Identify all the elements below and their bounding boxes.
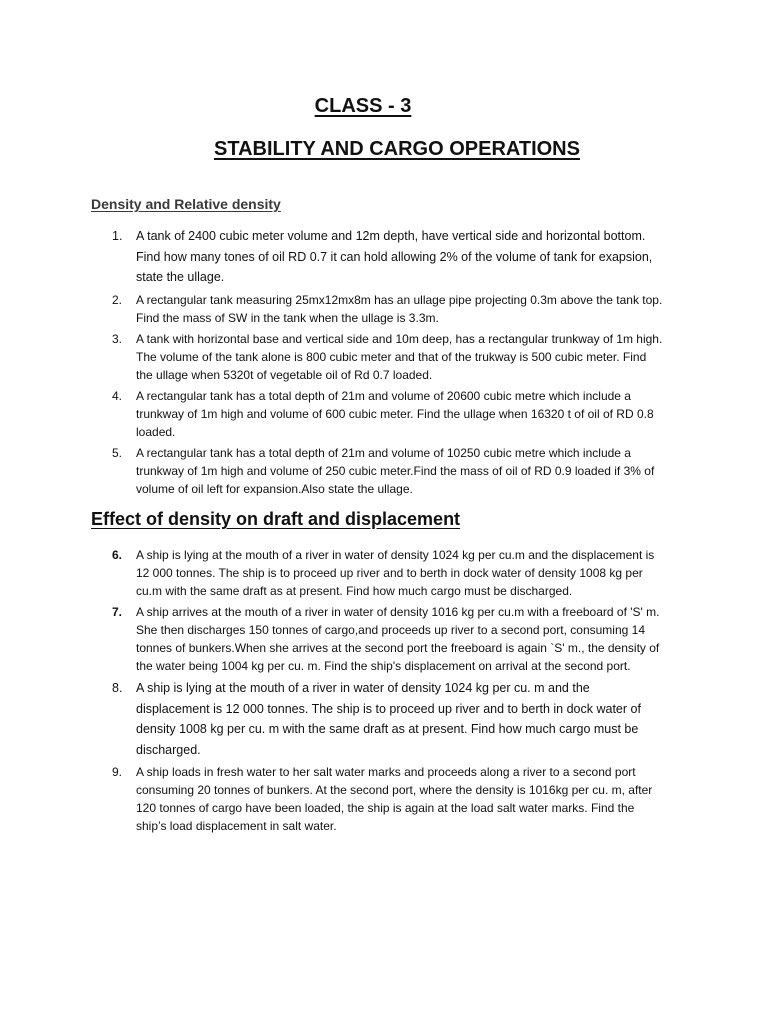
question-item: [0, 546, 666, 600]
question-text: A tank of 2400 cubic meter volume and 12m depth, have vertical side and horizontal bottom. Find how many tones of oil RD 0.7 it can hold allowing 2% of the volume of tank for exapsion, state the ullage.: [136, 229, 653, 284]
question-text: A tank with horizontal base and vertical side and 10m deep, has a rectangular trunkway of 1m high. The volume of the tank alone is 800 cubic meter and that of the trukway is 500 cubic meter. Find the ullage when 5320t of vegetable oil of Rd 0.7 loaded.: [136, 331, 663, 382]
question-text: A rectangular tank has a total depth of 21m and volume of 10250 cubic metre which include a trunkway of 1m high and volume of 250 cubic meter.Find the mass of oil of RD 0.9 loaded if 3% of volume of oil left for expansion.Also state the ullage.: [136, 445, 655, 496]
question-text: A ship is lying at the mouth of a river in water of density 1024 kg per cu.m and the displacement is 12 000 tonnes. The ship is to proceed up river and to berth in dock water of density 1008 kg per cu.m with the same draft as at present. Find how much cargo must be discharged.: [136, 548, 655, 598]
question-text: A rectangular tank has a total depth of 21m and volume of 20600 cubic metre which include a trunkway of 1m high and volume of 600 cubic meter. Find the ullage when 16320 t of oil of RD 0.8 loaded.: [136, 388, 654, 439]
question-item: [0, 226, 666, 288]
question-text: A ship arrives at the mouth of a river in water of density 1016 kg per cu.m with a freeboard of 'S' m. She then discharges 150 tonnes of cargo,and proceeds up river to a second port, consuming 14 tonnes of bunkers.When she arrives at the second port the freeboard is again `S' m., the density of the water being 1004 kg per cu. m. Find the ship's displacement on arrival at the second port.: [136, 605, 660, 673]
question-number: 7.: [112, 605, 123, 619]
section-heading-draft: Effect of density on draft and displacement: [91, 509, 461, 529]
question-item: [0, 763, 666, 835]
question-number: 1.: [112, 229, 123, 243]
question-item: [0, 291, 666, 327]
question-number: 6.: [112, 548, 123, 562]
question-number: 3.: [112, 331, 123, 346]
question-number: 9.: [112, 765, 123, 779]
question-text: A ship is lying at the mouth of a river in water of density 1024 kg per cu. m and the displacement is 12 000 tonnes. The ship is to proceed up river and to berth in dock water of density 1008 kg per cu. m with the same draft as at present. Find how much cargo must be discharged.: [136, 681, 641, 757]
question-number: 5.: [112, 445, 123, 460]
question-number: 2.: [112, 292, 123, 307]
question-text: A rectangular tank measuring 25mx12mx8m has an ullage pipe projecting 0.3m above the tank top. Find the mass of SW in the tank when the ullage is 3.3m.: [136, 292, 663, 325]
question-item: [0, 387, 666, 441]
subject-title: STABILITY AND CARGO OPERATIONS: [214, 138, 580, 160]
question-item: [0, 678, 666, 760]
question-item: [0, 444, 666, 498]
question-text: A ship loads in fresh water to her salt water marks and proceeds along a river to a second port consuming 20 tonnes of bunkers. At the second port, where the density is 1016kg per cu. m, after 120 tonnes of cargo have been loaded, the ship is again at the load salt water marks. Find the ship’s load displacement in salt water.: [136, 765, 653, 833]
section-heading-density: Density and Relative density: [91, 196, 281, 212]
question-item: [0, 603, 666, 675]
question-number: 4.: [112, 388, 123, 403]
question-list-draft: [0, 546, 666, 838]
class-title: CLASS - 3: [314, 95, 412, 117]
question-item: [0, 330, 666, 384]
question-list-density: [0, 226, 666, 501]
question-number: 8.: [112, 681, 123, 695]
